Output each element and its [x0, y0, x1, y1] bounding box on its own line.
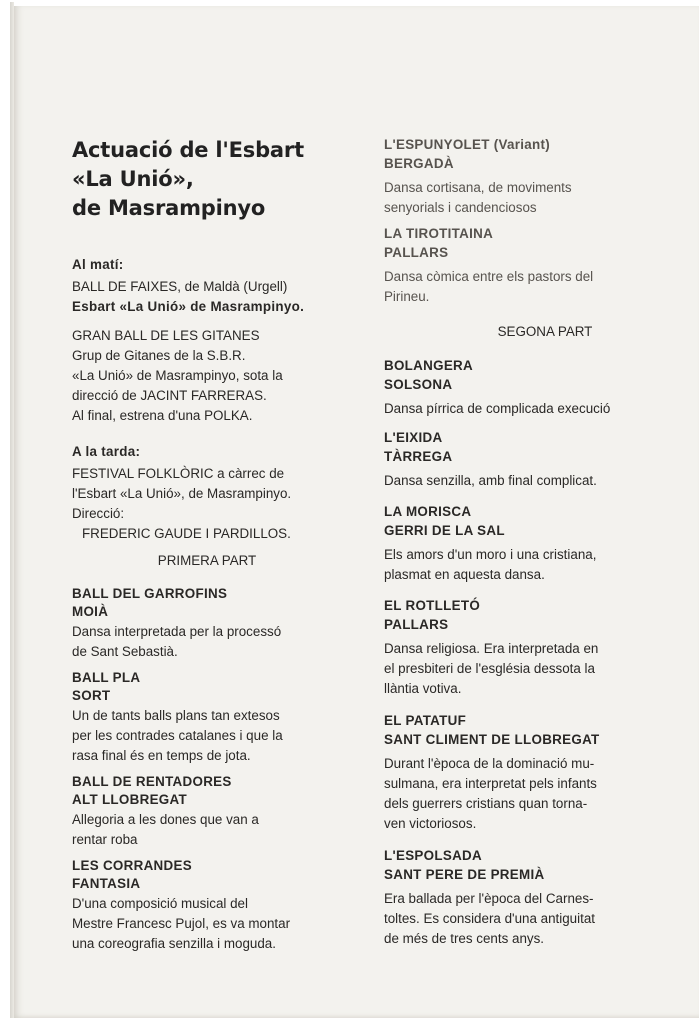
dance-place: BERGADÀ: [384, 156, 454, 171]
dance-name: BOLANGERA: [384, 358, 473, 373]
title-line: Actuació de l'Esbart: [72, 138, 304, 162]
dance-desc: Els amors d'un moro i una cristiana,: [384, 547, 597, 562]
dance-desc: Un de tants balls plans tan extesos: [72, 708, 280, 723]
gitanes-line: Grup de Gitanes de la S.B.R.: [72, 348, 246, 363]
dance-desc: el presbiteri de l'església dessota la: [384, 661, 595, 676]
dance-place: MOIÀ: [72, 604, 109, 619]
dance-name: LES CORRANDES: [72, 858, 192, 873]
morning-heading: Al matí:: [72, 257, 124, 272]
dance-desc: Era ballada per l'època del Carnes-: [384, 891, 594, 906]
dance-desc: plasmat en aquesta dansa.: [384, 567, 545, 582]
dance-name: L'EIXIDA: [384, 430, 443, 445]
dance-desc: per les contrades catalanes i que la: [72, 728, 283, 743]
dance-desc: Allegoria a les dones que van a: [72, 812, 259, 827]
dance-place: ALT LLOBREGAT: [72, 792, 187, 807]
title-line: «La Unió»,: [72, 167, 194, 191]
dance-place: SANT PERE DE PREMIÀ: [384, 867, 545, 882]
dance-desc: sulmana, era interpretat pels infants: [384, 776, 597, 791]
dance-desc: Mestre Francesc Pujol, es va montar: [72, 916, 291, 931]
page-title: [72, 136, 342, 223]
gitanes-line: GRAN BALL DE LES GITANES: [72, 328, 260, 343]
dance-name: EL PATATUF: [384, 713, 467, 728]
dance-place: PALLARS: [384, 245, 449, 260]
gitanes-line: Al final, estrena d'una POLKA.: [72, 408, 253, 423]
dance-name: L'ESPOLSADA: [384, 848, 482, 863]
afternoon-heading: A la tarda:: [72, 444, 141, 459]
dance-place: PALLARS: [384, 617, 449, 632]
gitanes-line: «La Unió» de Masrampinyo, sota la: [72, 368, 283, 383]
dance-desc: Dansa interpretada per la processó: [72, 624, 282, 639]
dance-desc: D'una composició musical del: [72, 896, 248, 911]
dance-place: GERRI DE LA SAL: [384, 523, 505, 538]
dance-desc: de Sant Sebastià.: [72, 644, 178, 659]
dance-desc: Dansa còmica entre els pastors del: [384, 269, 594, 284]
dance-name: EL ROTLLETÓ: [384, 598, 481, 613]
dance-desc: senyorials i candenciosos: [384, 200, 537, 215]
ball-faixes-performer: Esbart «La Unió» de Masrampinyo.: [72, 299, 305, 314]
dance-place: SANT CLIMENT DE LLOBREGAT: [384, 732, 600, 747]
dance-name: BALL PLA: [72, 670, 141, 685]
dance-desc: Durant l'època de la dominació mu-: [384, 756, 595, 771]
dance-desc: Pirineu.: [384, 289, 430, 304]
ball-faixes-line: BALL DE FAIXES, de Maldà (Urgell): [72, 279, 288, 294]
dance-name: BALL DE RENTADORES: [72, 774, 232, 789]
dance-place: SOLSONA: [384, 377, 453, 392]
festival-line: l'Esbart «La Unió», de Masrampinyo.: [72, 486, 292, 501]
dance-place: SORT: [72, 688, 111, 703]
festival-line: FESTIVAL FOLKLÒRIC a càrrec de: [72, 466, 285, 481]
dance-desc: Dansa cortisana, de moviments: [384, 180, 572, 195]
dance-desc: toltes. Es considera d'una antiguitat: [384, 911, 595, 926]
dance-desc: de més de tres cents anys.: [384, 931, 545, 946]
dance-name: BALL DEL GARROFINS: [72, 586, 228, 601]
dance-desc: Dansa religiosa. Era interpretada en: [384, 641, 599, 656]
dance-desc: dels guerrers cristians quan torna-: [384, 796, 588, 811]
festival-line: Direcció:: [72, 506, 125, 521]
primera-part-heading: PRIMERA PART: [157, 553, 257, 568]
gitanes-line: direcció de JACINT FARRERAS.: [72, 388, 267, 403]
title-line: de Masrampinyo: [72, 196, 266, 220]
dance-desc: una coreografia senzilla i moguda.: [72, 936, 276, 951]
segona-part-heading: SEGONA PART: [497, 324, 593, 339]
dance-name: LA MORISCA: [384, 504, 472, 519]
dance-place: FANTASIA: [72, 876, 141, 891]
dance-desc: rasa final és en temps de jota.: [72, 748, 251, 763]
dance-desc: ven victoriosos.: [384, 816, 477, 831]
dance-desc: Dansa senzilla, amb final complicat.: [384, 473, 597, 488]
dance-name: LA TIROTITAINA: [384, 226, 494, 241]
program-page: [14, 6, 699, 1018]
dance-place: TÀRREGA: [384, 449, 453, 464]
director-name: FREDERIC GAUDE I PARDILLOS.: [82, 526, 291, 541]
dance-name: L'ESPUNYOLET (Variant): [384, 137, 551, 152]
dance-desc: Dansa pírrica de complicada execució: [384, 401, 611, 416]
dance-desc: rentar roba: [72, 832, 138, 847]
dance-desc: llàntia votiva.: [384, 681, 462, 696]
